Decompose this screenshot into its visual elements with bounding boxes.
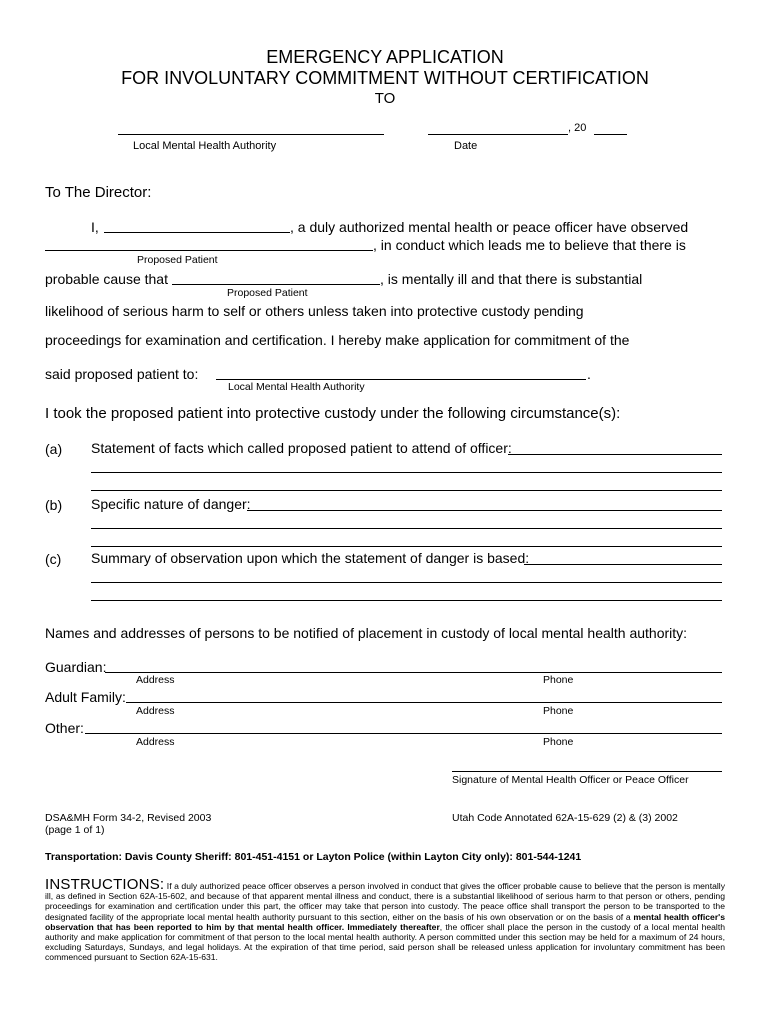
p6-prefix: said proposed patient to:: [45, 366, 199, 382]
salutation: To The Director:: [45, 184, 152, 201]
proposed-patient-field[interactable]: [45, 250, 373, 251]
other-field[interactable]: [85, 733, 722, 734]
authority-field[interactable]: [118, 134, 384, 135]
adult-family-address-label: Address: [136, 705, 175, 717]
guardian-field[interactable]: [105, 672, 722, 673]
item-a-text: Statement of facts which called proposed patient to attend of officer:: [91, 440, 512, 456]
p2-suffix: , in conduct which leads me to believe that there is: [373, 237, 686, 253]
p4: likelihood of serious harm to self or others unless taken into protective custody pending: [45, 303, 584, 319]
officer-name-field[interactable]: [104, 232, 290, 233]
p5: proceedings for examination and certification. I hereby make application for commitment of the: [45, 332, 630, 348]
p3-suffix: , is mentally ill and that there is substantial: [380, 271, 643, 287]
adult-family-field[interactable]: [126, 702, 722, 703]
signature-label: Signature of Mental Health Officer or Peace Officer: [452, 774, 689, 786]
item-b-field-3[interactable]: [91, 546, 722, 547]
item-b-text: Specific nature of danger:: [91, 496, 251, 512]
guardian-address-label: Address: [136, 674, 175, 686]
date-year-field[interactable]: [594, 134, 627, 135]
item-b-letter: (b): [45, 497, 63, 513]
authority-field-2[interactable]: [216, 379, 586, 380]
item-c-field-1[interactable]: [524, 564, 722, 565]
date-year-prefix: , 20: [568, 122, 587, 134]
p6-suffix: .: [587, 366, 591, 382]
item-c-letter: (c): [45, 551, 62, 567]
form-title-line2: FOR INVOLUNTARY COMMITMENT WITHOUT CERTIFICATION: [121, 68, 649, 88]
instructions-part2: , the officer shall place the person in the custody of a local mental health authority and make application for commitment of that person to the local mental health authority. A person committed under this section may be held for a maximum of 24 hours, excluding Saturdays, Sundays, and legal holidays. At the expiration of that time period, said person shall be released unless application for involuntary commitment has been commenced pursuant to Section 62A-15-631.: [45, 921, 725, 963]
date-label: Date: [454, 140, 478, 152]
notify-intro: Names and addresses of persons to be notified of placement in custody of local mental health authority:: [45, 625, 688, 641]
p1-suffix: , a duly authorized mental health or peace officer have observed: [290, 219, 689, 235]
instructions-part1: If a duly authorized peace officer observes a person involved in conduct that gives the officer probable cause to believe that the person is mentally ill, as defined in Section 62A-15-602, and because of that apparent mental illness and conduct, there is a substantial likelihood of serious harm to that person or others, pending proceedings for examination and certification under this part, the officer may take that person into custody. The peace office shall transport the person to be transported to the designated facility of the appropriate local mental health authority pursuant to this section, either on the basis of his own observation or on the basis of a: [45, 881, 725, 922]
authority-label-2: Local Mental Health Authority: [228, 381, 365, 393]
item-a-field-1[interactable]: [508, 454, 722, 455]
page-number: (page 1 of 1): [45, 824, 105, 836]
p1-prefix: I,: [91, 219, 99, 235]
date-field[interactable]: [428, 134, 568, 135]
item-b-field-2[interactable]: [91, 528, 722, 529]
guardian-phone-label: Phone: [543, 674, 574, 686]
signature-field[interactable]: [452, 771, 722, 772]
proposed-patient-label: Proposed Patient: [137, 254, 218, 266]
adult-family-phone-label: Phone: [543, 705, 574, 717]
form-title-line3: TO: [374, 90, 396, 107]
other-address-label: Address: [136, 736, 175, 748]
item-c-text: Summary of observation upon which the statement of danger is based:: [91, 550, 530, 566]
transportation-info: Transportation: Davis County Sheriff: 801-451-4151 or Layton Police (within Layton City only): 801-544-1241: [45, 851, 582, 863]
authority-label: Local Mental Health Authority: [133, 140, 277, 152]
form-title-line1: EMERGENCY APPLICATION: [266, 47, 504, 67]
p3-prefix: probable cause that: [45, 271, 168, 287]
item-a-field-2[interactable]: [91, 472, 722, 473]
other-phone-label: Phone: [543, 736, 574, 748]
code-reference: Utah Code Annotated 62A-15-629 (2) & (3) 2002: [452, 812, 678, 824]
adult-family-label: Adult Family:: [45, 689, 126, 705]
instructions-bold: mental health officer's observation that has been reported to him by that mental health officer. Immediately thereafter: [45, 911, 725, 932]
item-c-field-2[interactable]: [91, 582, 722, 583]
form-id: DSA&MH Form 34-2, Revised 2003: [45, 812, 212, 824]
instructions: [45, 876, 725, 963]
proposed-patient-field-2[interactable]: [172, 284, 380, 285]
guardian-label: Guardian:: [45, 659, 107, 675]
item-c-field-3[interactable]: [91, 600, 722, 601]
item-b-field-1[interactable]: [247, 510, 722, 511]
custody-intro: I took the proposed patient into protective custody under the following circumstance(s):: [45, 405, 621, 422]
item-a-letter: (a): [45, 441, 63, 457]
instructions-heading: INSTRUCTIONS:: [45, 876, 165, 893]
other-label: Other:: [45, 720, 84, 736]
item-a-field-3[interactable]: [91, 490, 722, 491]
proposed-patient-label-2: Proposed Patient: [227, 287, 308, 299]
